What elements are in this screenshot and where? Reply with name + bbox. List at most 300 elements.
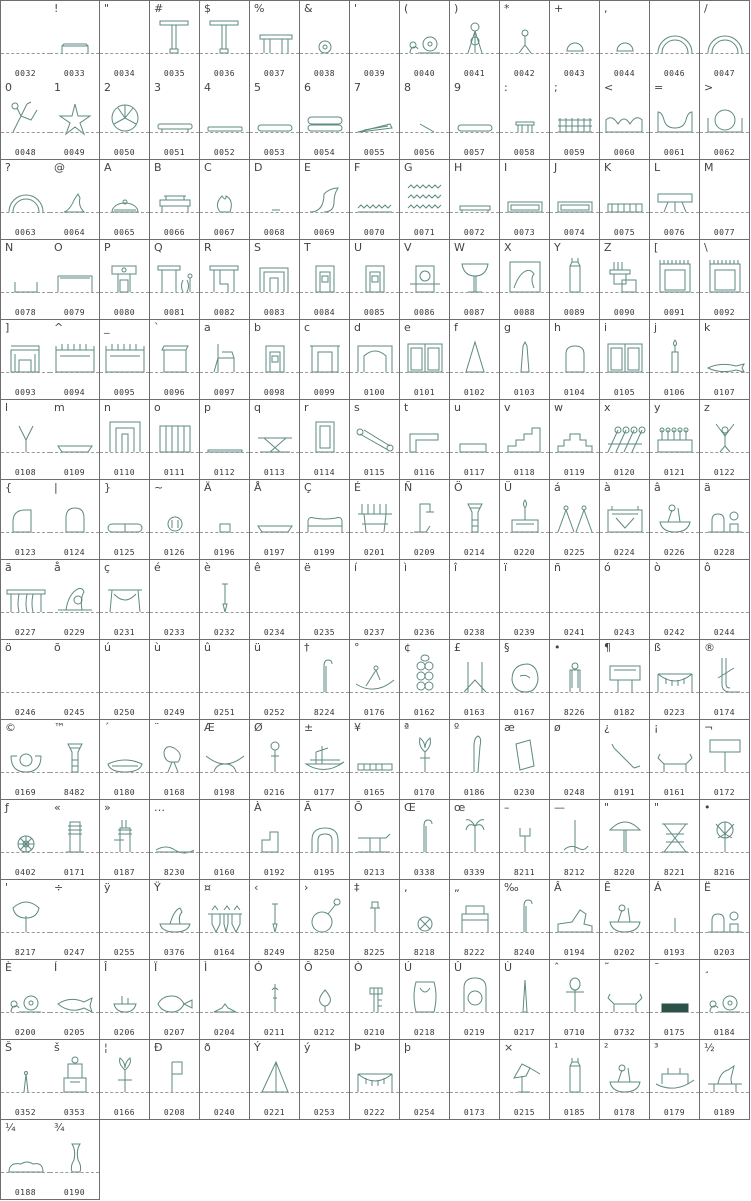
glyph-cell-0213[interactable]	[350, 800, 400, 880]
glyph-cell-0165[interactable]	[350, 720, 400, 800]
glyph-cell-0250[interactable]	[100, 640, 150, 720]
glyph-cell-0194[interactable]	[550, 880, 600, 960]
glyph-cell-8221[interactable]	[650, 800, 700, 880]
glyph-code: 0058	[513, 148, 536, 157]
glyph-cell-0075[interactable]	[600, 160, 650, 240]
glyph-cell-0124[interactable]	[50, 480, 100, 560]
glyph-cell-0098[interactable]	[250, 320, 300, 400]
glyph-cell-0249[interactable]	[150, 640, 200, 720]
glyph-cell-0175[interactable]	[650, 960, 700, 1040]
baseline-divider	[600, 452, 649, 453]
glyph-cell-0161[interactable]	[650, 720, 700, 800]
glyph-cell-0102[interactable]	[450, 320, 500, 400]
baseline-divider	[700, 1092, 749, 1093]
glyph-cell-0174[interactable]	[700, 640, 750, 720]
glyph-cell-0185[interactable]	[550, 1040, 600, 1120]
glyph-cell-0055[interactable]	[350, 80, 400, 160]
glyph-cell-0202[interactable]	[600, 880, 650, 960]
glyph-character: Ô	[304, 961, 313, 974]
glyph-cell-0092[interactable]	[700, 240, 750, 320]
baseline-divider	[700, 292, 749, 293]
glyph-cell-0042[interactable]	[500, 0, 550, 81]
glyph-cell-0073[interactable]	[500, 160, 550, 240]
glyph-cell-0034[interactable]	[100, 0, 150, 81]
glyph-cell-0077[interactable]	[700, 160, 750, 240]
glyph-character: T	[304, 241, 311, 254]
glyph-cell-0206[interactable]	[100, 960, 150, 1040]
glyph-cell-0118[interactable]	[500, 400, 550, 480]
baseline-divider	[400, 1092, 449, 1093]
glyph-cell-0176[interactable]	[350, 640, 400, 720]
baseline-divider	[400, 1012, 449, 1013]
glyph-cell-0076[interactable]	[650, 160, 700, 240]
glyph-cell-0221[interactable]	[250, 1040, 300, 1120]
glyph-cell-0184[interactable]	[700, 960, 750, 1040]
glyph-cell-0198[interactable]	[200, 720, 250, 800]
glyph-cell-0182[interactable]	[600, 640, 650, 720]
glyph-cell-0244[interactable]	[700, 560, 750, 640]
glyph-cell-0070[interactable]	[350, 160, 400, 240]
glyph-cell-0188[interactable]	[0, 1120, 51, 1200]
glyph-cell-0079[interactable]	[50, 240, 100, 320]
glyph-cell-8220[interactable]	[600, 800, 650, 880]
glyph-cell-0109[interactable]	[50, 400, 100, 480]
glyph-code: 0211	[263, 1028, 286, 1037]
glyph-cell-0041[interactable]	[450, 0, 500, 81]
glyph-cell-8224[interactable]	[300, 640, 350, 720]
baseline-divider	[500, 932, 549, 933]
glyph-code: 0376	[163, 948, 186, 957]
glyph-cell-0255[interactable]	[100, 880, 150, 960]
baseline-divider	[150, 692, 199, 693]
glyph-cell-0252[interactable]	[250, 640, 300, 720]
glyph-cell-0201[interactable]	[350, 480, 400, 560]
glyph-cell-0218[interactable]	[400, 960, 450, 1040]
glyph-cell-0224[interactable]	[600, 480, 650, 560]
glyph-code: 0255	[113, 948, 136, 957]
glyph-cell-0216[interactable]	[250, 720, 300, 800]
baseline-divider	[250, 1012, 299, 1013]
glyph-cell-0204[interactable]	[200, 960, 250, 1040]
glyph-cell-8211[interactable]	[500, 800, 550, 880]
glyph-code: 0070	[363, 228, 386, 237]
glyph-cell-0171[interactable]	[50, 800, 100, 880]
glyph-cell-0126[interactable]	[150, 480, 200, 560]
baseline-divider	[700, 132, 749, 133]
glyph-cell-0235[interactable]	[300, 560, 350, 640]
glyph-cell-0226[interactable]	[650, 480, 700, 560]
glyph-cell-0100[interactable]	[350, 320, 400, 400]
glyph-code: 0118	[513, 468, 536, 477]
glyph-cell-0217[interactable]	[500, 960, 550, 1040]
glyph-cell-0210[interactable]	[350, 960, 400, 1040]
glyph-cell-8249[interactable]	[250, 880, 300, 960]
glyph-cell-0106[interactable]	[650, 320, 700, 400]
glyph-cell-0193[interactable]	[650, 880, 700, 960]
glyph-cell-0162[interactable]	[400, 640, 450, 720]
glyph-code: 0046	[663, 69, 686, 78]
glyph-cell-0083[interactable]	[250, 240, 300, 320]
glyph-cell-0095[interactable]	[100, 320, 150, 400]
glyph-cell-0060[interactable]	[600, 80, 650, 160]
glyph-cell-0044[interactable]	[600, 0, 650, 81]
glyph-cell-0215[interactable]	[500, 1040, 550, 1120]
glyph-cell-0049[interactable]	[50, 80, 100, 160]
glyph-cell-8218[interactable]	[400, 880, 450, 960]
glyph-cell-0203[interactable]	[700, 880, 750, 960]
glyph-cell-0195[interactable]	[300, 800, 350, 880]
glyph-cell-0064[interactable]	[50, 160, 100, 240]
glyph-cell-0163[interactable]	[450, 640, 500, 720]
glyph-cell-0243[interactable]	[600, 560, 650, 640]
glyph-cell-0033[interactable]	[50, 0, 100, 81]
glyph-cell-0227[interactable]	[0, 560, 51, 640]
glyph-cell-0119[interactable]	[550, 400, 600, 480]
glyph-code: 0032	[14, 69, 37, 78]
glyph-code: 0193	[663, 948, 686, 957]
glyph-cell-0113[interactable]	[250, 400, 300, 480]
glyph-cell-0207[interactable]	[150, 960, 200, 1040]
glyph-cell-0191[interactable]	[600, 720, 650, 800]
glyph-code: 0242	[663, 628, 686, 637]
glyph-cell-0065[interactable]	[100, 160, 150, 240]
glyph-character: y	[654, 401, 661, 414]
glyph-cell-8216[interactable]	[700, 800, 750, 880]
glyph-cell-0251[interactable]	[200, 640, 250, 720]
glyph-cell-0248[interactable]	[550, 720, 600, 800]
glyph-cell-0238[interactable]	[450, 560, 500, 640]
glyph-cell-0084[interactable]	[300, 240, 350, 320]
glyph-cell-0212[interactable]	[300, 960, 350, 1040]
glyph-code: 0221	[263, 1108, 286, 1117]
glyph-cell-0172[interactable]	[700, 720, 750, 800]
glyph-cell-0236[interactable]	[400, 560, 450, 640]
baseline-divider	[450, 292, 499, 293]
glyph-cell-0114[interactable]	[300, 400, 350, 480]
glyph-code: 0160	[213, 868, 236, 877]
glyph-cell-0120[interactable]	[600, 400, 650, 480]
glyph-cell-0078[interactable]	[0, 240, 51, 320]
glyph-cell-0167[interactable]	[500, 640, 550, 720]
baseline-divider	[550, 372, 599, 373]
glyph-code: 0176	[363, 708, 386, 717]
glyph-cell-0115[interactable]	[350, 400, 400, 480]
glyph-character: …	[154, 801, 165, 814]
glyph-cell-0067[interactable]	[200, 160, 250, 240]
glyph-cell-0053[interactable]	[250, 80, 300, 160]
glyph-code: 0166	[113, 1108, 136, 1117]
glyph-cell-0043[interactable]	[550, 0, 600, 81]
glyph-cell-0225[interactable]	[550, 480, 600, 560]
glyph-code: 0240	[213, 1108, 236, 1117]
glyph-cell-0104[interactable]	[550, 320, 600, 400]
baseline-divider	[50, 372, 99, 373]
glyph-cell-0082[interactable]	[200, 240, 250, 320]
glyph-cell-0189[interactable]	[700, 1040, 750, 1120]
glyph-cell-0241[interactable]	[550, 560, 600, 640]
glyph-code: 0104	[563, 388, 586, 397]
glyph-character: '	[5, 881, 9, 894]
baseline-divider	[300, 692, 349, 693]
glyph-code: 8222	[463, 948, 486, 957]
glyph-cell-0169[interactable]	[0, 720, 51, 800]
glyph-cell-0190[interactable]	[50, 1120, 100, 1200]
glyph-cell-0110[interactable]	[100, 400, 150, 480]
glyph-cell-0254[interactable]	[400, 1040, 450, 1120]
glyph-cell-0111[interactable]	[150, 400, 200, 480]
glyph-cell-0068[interactable]	[250, 160, 300, 240]
glyph-character: ]	[5, 321, 10, 334]
baseline-divider	[600, 132, 649, 133]
glyph-cell-0231[interactable]	[100, 560, 150, 640]
glyph-cell-8482[interactable]	[50, 720, 100, 800]
glyph-cell-8240[interactable]	[500, 880, 550, 960]
glyph-character: u	[454, 401, 461, 414]
glyph-character: P	[104, 241, 111, 254]
glyph-character: 9	[454, 81, 461, 94]
glyph-cell-0222[interactable]	[350, 1040, 400, 1120]
glyph-cell-0208[interactable]	[150, 1040, 200, 1120]
glyph-code: 0124	[63, 548, 86, 557]
glyph-cell-8212[interactable]	[550, 800, 600, 880]
glyph-character: "	[654, 801, 660, 814]
glyph-cell-0105[interactable]	[600, 320, 650, 400]
glyph-cell-0040[interactable]	[400, 0, 450, 81]
glyph-cell-0732[interactable]	[600, 960, 650, 1040]
glyph-code: 0116	[413, 468, 436, 477]
glyph-code: 0210	[363, 1028, 386, 1037]
glyph-cell-0187[interactable]	[100, 800, 150, 880]
glyph-character: b	[254, 321, 261, 334]
glyph-cell-0071[interactable]	[400, 160, 450, 240]
glyph-cell-0048[interactable]	[0, 80, 51, 160]
glyph-cell-0087[interactable]	[450, 240, 500, 320]
glyph-cell-0338[interactable]	[400, 800, 450, 880]
glyph-character: ?	[5, 161, 11, 174]
baseline-divider	[1, 1172, 50, 1173]
glyph-cell-0339[interactable]	[450, 800, 500, 880]
glyph-cell-8225[interactable]	[350, 880, 400, 960]
glyph-cell-0168[interactable]	[150, 720, 200, 800]
glyph-character: @	[54, 161, 65, 174]
glyph-character: *	[504, 2, 510, 15]
glyph-character: —	[554, 801, 565, 814]
glyph-cell-0089[interactable]	[550, 240, 600, 320]
glyph-cell-0093[interactable]	[0, 320, 51, 400]
glyph-cell-0074[interactable]	[550, 160, 600, 240]
glyph-cell-0037[interactable]	[250, 0, 300, 81]
baseline-divider	[250, 852, 299, 853]
glyph-cell-0205[interactable]	[50, 960, 100, 1040]
glyph-cell-0080[interactable]	[100, 240, 150, 320]
baseline-divider	[250, 132, 299, 133]
glyph-cell-0035[interactable]	[150, 0, 200, 81]
glyph-cell-0036[interactable]	[200, 0, 250, 81]
glyph-cell-0247[interactable]	[50, 880, 100, 960]
glyph-code: 0253	[313, 1108, 336, 1117]
glyph-cell-0179[interactable]	[650, 1040, 700, 1120]
glyph-cell-0122[interactable]	[700, 400, 750, 480]
glyph-cell-0047[interactable]	[700, 0, 750, 81]
baseline-divider	[100, 692, 149, 693]
glyph-cell-0230[interactable]	[500, 720, 550, 800]
glyph-cell-8250[interactable]	[300, 880, 350, 960]
baseline-divider	[500, 1092, 549, 1093]
glyph-character: ç	[104, 561, 111, 574]
glyph-cell-0103[interactable]	[500, 320, 550, 400]
glyph-cell-0072[interactable]	[450, 160, 500, 240]
glyph-cell-0091[interactable]	[650, 240, 700, 320]
baseline-divider	[100, 932, 149, 933]
baseline-divider	[700, 532, 749, 533]
baseline-divider	[300, 932, 349, 933]
baseline-divider	[550, 852, 599, 853]
glyph-character: Ø	[254, 721, 263, 734]
glyph-character: «	[54, 801, 61, 814]
glyph-cell-0057[interactable]	[450, 80, 500, 160]
glyph-cell-0117[interactable]	[450, 400, 500, 480]
glyph-cell-8222[interactable]	[450, 880, 500, 960]
glyph-cell-0066[interactable]	[150, 160, 200, 240]
glyph-cell-0096[interactable]	[150, 320, 200, 400]
glyph-code: 0041	[463, 69, 486, 78]
glyph-cell-0353[interactable]	[50, 1040, 100, 1120]
glyph-cell-0052[interactable]	[200, 80, 250, 160]
glyph-cell-0056[interactable]	[400, 80, 450, 160]
glyph-cell-0220[interactable]	[500, 480, 550, 560]
glyph-cell-0054[interactable]	[300, 80, 350, 160]
glyph-cell-0046[interactable]	[650, 0, 700, 81]
glyph-cell-0051[interactable]	[150, 80, 200, 160]
glyph-cell-0090[interactable]	[600, 240, 650, 320]
baseline-divider	[100, 372, 149, 373]
glyph-cell-0088[interactable]	[500, 240, 550, 320]
glyph-cell-0352[interactable]	[0, 1040, 51, 1120]
glyph-cell-0059[interactable]	[550, 80, 600, 160]
glyph-cell-0223[interactable]	[650, 640, 700, 720]
glyph-cell-0086[interactable]	[400, 240, 450, 320]
glyph-code: 0353	[63, 1108, 86, 1117]
glyph-cell-0200[interactable]	[0, 960, 51, 1040]
glyph-cell-0253[interactable]	[300, 1040, 350, 1120]
baseline-divider	[650, 612, 699, 613]
glyph-code: 0043	[563, 69, 586, 78]
glyph-cell-0166[interactable]	[100, 1040, 150, 1120]
glyph-cell-0186[interactable]	[450, 720, 500, 800]
glyph-code: 0177	[313, 788, 336, 797]
glyph-cell-0097[interactable]	[200, 320, 250, 400]
baseline-divider	[300, 372, 349, 373]
glyph-cell-0211[interactable]	[250, 960, 300, 1040]
glyph-cell-0209[interactable]	[400, 480, 450, 560]
glyph-cell-0196[interactable]	[200, 480, 250, 560]
glyph-cell-0062[interactable]	[700, 80, 750, 160]
baseline-divider	[650, 132, 699, 133]
glyph-cell-0376[interactable]	[150, 880, 200, 960]
glyph-cell-0061[interactable]	[650, 80, 700, 160]
glyph-cell-0058[interactable]	[500, 80, 550, 160]
glyph-cell-0237[interactable]	[350, 560, 400, 640]
glyph-cell-0219[interactable]	[450, 960, 500, 1040]
glyph-cell-0229[interactable]	[50, 560, 100, 640]
glyph-cell-0228[interactable]	[700, 480, 750, 560]
glyph-cell-0160[interactable]	[200, 800, 250, 880]
glyph-cell-0233[interactable]	[150, 560, 200, 640]
glyph-cell-8230[interactable]	[150, 800, 200, 880]
glyph-cell-0063[interactable]	[0, 160, 51, 240]
glyph-cell-0239[interactable]	[500, 560, 550, 640]
glyph-cell-8226[interactable]	[550, 640, 600, 720]
glyph-cell-0240[interactable]	[200, 1040, 250, 1120]
glyph-cell-0081[interactable]	[150, 240, 200, 320]
glyph-character: ß	[654, 641, 661, 654]
glyph-code: 0216	[263, 788, 286, 797]
glyph-cell-0197[interactable]	[250, 480, 300, 560]
glyph-cell-0402[interactable]	[0, 800, 51, 880]
glyph-cell-0069[interactable]	[300, 160, 350, 240]
glyph-code: 0245	[63, 708, 86, 717]
glyph-cell-0170[interactable]	[400, 720, 450, 800]
glyph-code: 0040	[413, 69, 436, 78]
glyph-cell-0199[interactable]	[300, 480, 350, 560]
glyph-cell-0123[interactable]	[0, 480, 51, 560]
glyph-cell-0032[interactable]	[0, 0, 51, 81]
glyph-cell-0039[interactable]	[350, 0, 400, 81]
glyph-cell-0242[interactable]	[650, 560, 700, 640]
glyph-cell-0214[interactable]	[450, 480, 500, 560]
glyph-cell-0710[interactable]	[550, 960, 600, 1040]
glyph-cell-0094[interactable]	[50, 320, 100, 400]
glyph-cell-0164[interactable]	[200, 880, 250, 960]
glyph-cell-0108[interactable]	[0, 400, 51, 480]
glyph-cell-0112[interactable]	[200, 400, 250, 480]
glyph-cell-0178[interactable]	[600, 1040, 650, 1120]
glyph-cell-0038[interactable]	[300, 0, 350, 81]
glyph-cell-0050[interactable]	[100, 80, 150, 160]
glyph-cell-0192[interactable]	[250, 800, 300, 880]
baseline-divider	[350, 532, 399, 533]
glyph-cell-0232[interactable]	[200, 560, 250, 640]
glyph-cell-0177[interactable]	[300, 720, 350, 800]
glyph-cell-0234[interactable]	[250, 560, 300, 640]
glyph-code: 0230	[513, 788, 536, 797]
glyph-cell-0116[interactable]	[400, 400, 450, 480]
glyph-character: M	[704, 161, 714, 174]
glyph-cell-0085[interactable]	[350, 240, 400, 320]
glyph-cell-0107[interactable]	[700, 320, 750, 400]
glyph-cell-0173[interactable]	[450, 1040, 500, 1120]
glyph-code: 0189	[713, 1108, 736, 1117]
baseline-divider	[450, 212, 499, 213]
glyph-cell-0121[interactable]	[650, 400, 700, 480]
baseline-divider	[200, 1092, 249, 1093]
glyph-character: Ü	[504, 481, 513, 494]
baseline-divider	[100, 772, 149, 773]
baseline-divider	[400, 452, 449, 453]
glyph-code: 0082	[213, 308, 236, 317]
glyph-cell-0099[interactable]	[300, 320, 350, 400]
glyph-cell-0180[interactable]	[100, 720, 150, 800]
glyph-character: Æ	[204, 721, 215, 734]
baseline-divider	[350, 932, 399, 933]
glyph-cell-0246[interactable]	[0, 640, 51, 720]
glyph-cell-0101[interactable]	[400, 320, 450, 400]
glyph-code: 0232	[213, 628, 236, 637]
glyph-character: ü	[254, 641, 261, 654]
glyph-cell-8217[interactable]	[0, 880, 51, 960]
glyph-cell-0125[interactable]	[100, 480, 150, 560]
glyph-cell-0245[interactable]	[50, 640, 100, 720]
